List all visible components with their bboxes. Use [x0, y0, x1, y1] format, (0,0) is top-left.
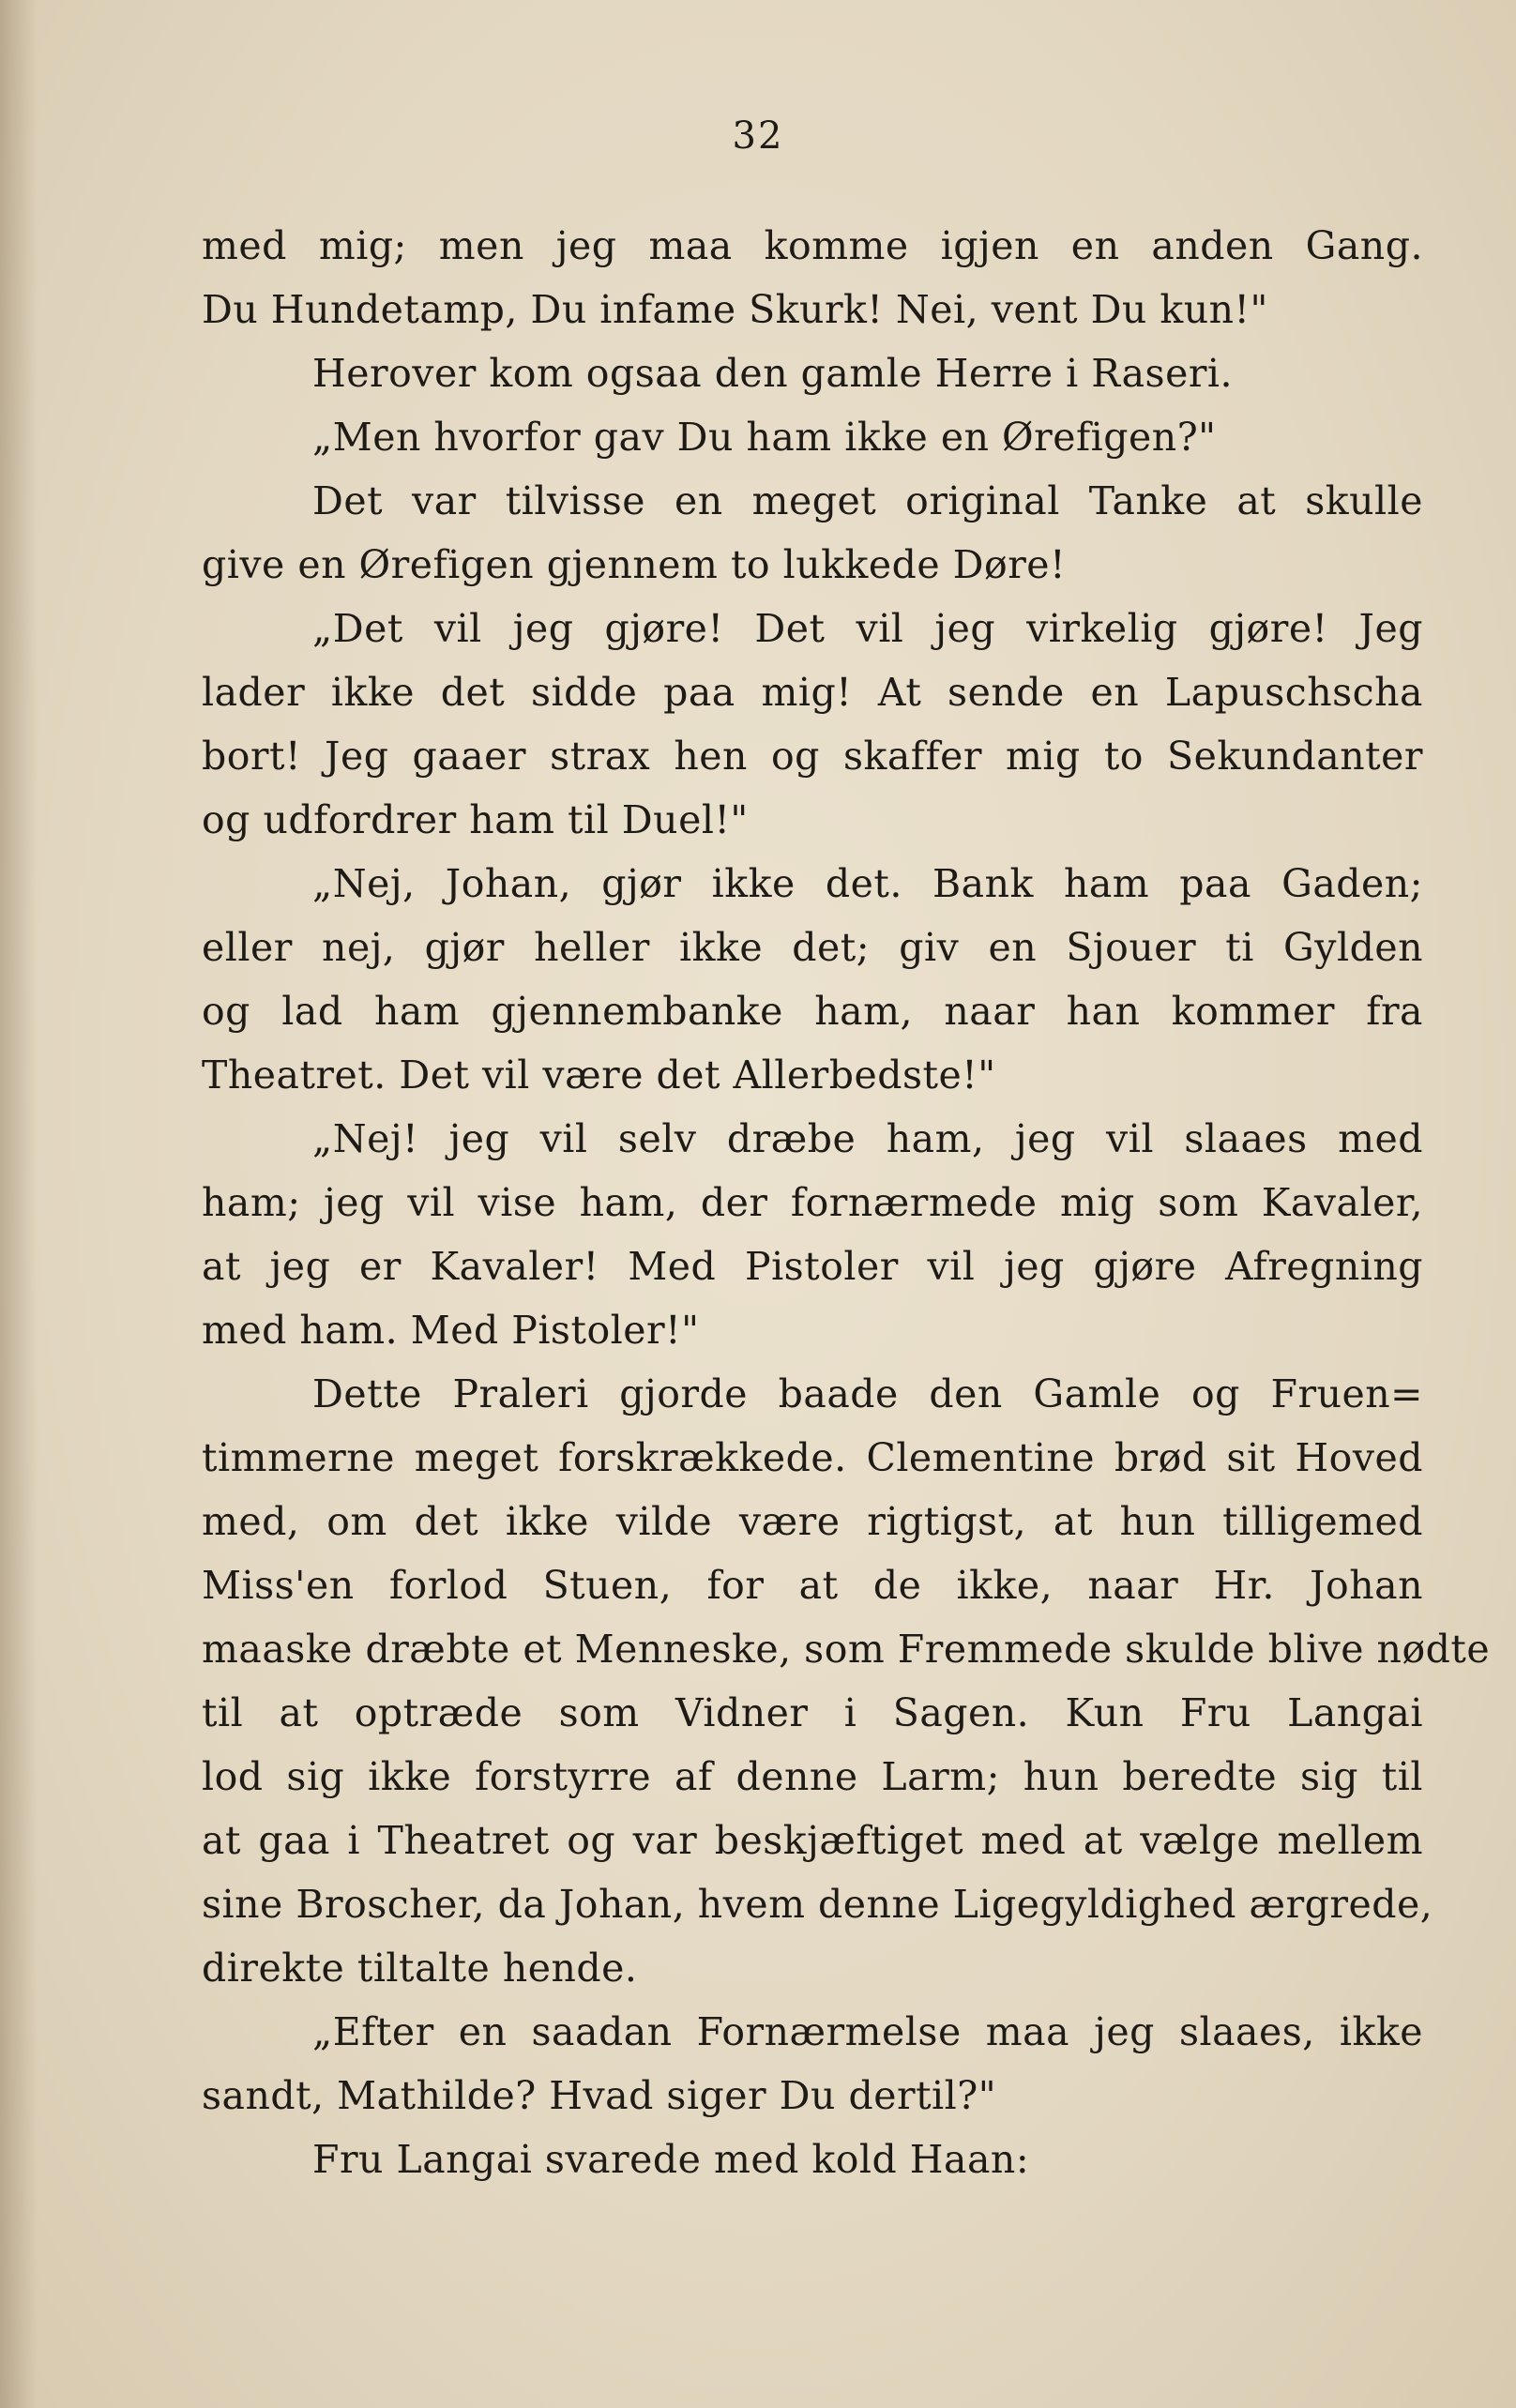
- body-text: [202, 214, 1491, 2191]
- text-line: „Efter en saadan Fornærmelse maa jeg slaaes, ikke: [312, 2009, 1423, 2054]
- text-line: sine Broscher, da Johan, hvem denne Ligegyldighed ærgrede,: [202, 1882, 1433, 1927]
- text-line: sandt, Mathilde? Hvad siger Du dertil?": [202, 2073, 997, 2118]
- text-line: „Det vil jeg gjøre! Det vil jeg virkelig gjøre! Jeg: [312, 606, 1423, 651]
- text-line: Fru Langai svarede med kold Haan:: [312, 2137, 1030, 2182]
- text-line: maaske dræbte et Menneske, som Fremmede skulde blive nødte: [202, 1627, 1491, 1672]
- text-line: med mig; men jeg maa komme igjen en anden Gang.: [202, 223, 1423, 268]
- text-line: give en Ørefigen gjennem to lukkede Døre!: [202, 542, 1067, 587]
- text-line: direkte tiltalte hende.: [202, 1946, 638, 1991]
- page-number: 32: [732, 114, 784, 158]
- text-line: Du Hundetamp, Du infame Skurk! Nei, vent Du kun!": [202, 287, 1268, 332]
- text-line: Dette Praleri gjorde baade den Gamle og Fruen=: [312, 1371, 1423, 1416]
- text-line: „Men hvorfor gav Du ham ikke en Ørefigen?": [312, 415, 1217, 460]
- text-line: med, om det ikke vilde være rigtigst, at hun tilligemed: [202, 1499, 1423, 1544]
- text-line: og lad ham gjennembanke ham, naar han kommer fra: [202, 989, 1423, 1034]
- text-line: Det var tilvisse en meget original Tanke at skulle: [312, 478, 1423, 523]
- text-line: eller nej, gjør heller ikke det; giv en Sjouer ti Gylden: [202, 925, 1423, 970]
- text-line: ham; jeg vil vise ham, der fornærmede mig som Kavaler,: [202, 1180, 1423, 1225]
- page-edge-shadow: [0, 0, 38, 2408]
- text-line: bort! Jeg gaaer strax hen og skaffer mig to Sekundanter: [202, 734, 1423, 779]
- text-line: lader ikke det sidde paa mig! At sende en Lapuschscha: [202, 670, 1423, 715]
- text-line: „Nej, Johan, gjør ikke det. Bank ham paa Gaden;: [312, 861, 1423, 906]
- text-line: timmerne meget forskrækkede. Clementine brød sit Hoved: [202, 1435, 1423, 1480]
- text-line: og udfordrer ham til Duel!": [202, 797, 749, 842]
- text-line: Theatret. Det vil være det Allerbedste!": [202, 1053, 996, 1098]
- text-line: Herover kom ogsaa den gamle Herre i Raseri.: [312, 351, 1234, 396]
- text-line: med ham. Med Pistoler!": [202, 1308, 700, 1353]
- text-line: Miss'en forlod Stuen, for at de ikke, naar Hr. Johan: [202, 1563, 1423, 1608]
- text-line: til at optræde som Vidner i Sagen. Kun Fru Langai: [202, 1690, 1423, 1735]
- text-line: at gaa i Theatret og var beskjæftiget med at vælge mellem: [202, 1818, 1423, 1863]
- text-line: at jeg er Kavaler! Med Pistoler vil jeg gjøre Afregning: [202, 1244, 1423, 1289]
- text-line: „Nej! jeg vil selv dræbe ham, jeg vil slaaes med: [312, 1116, 1423, 1161]
- text-line: lod sig ikke forstyrre af denne Larm; hun beredte sig til: [202, 1754, 1423, 1799]
